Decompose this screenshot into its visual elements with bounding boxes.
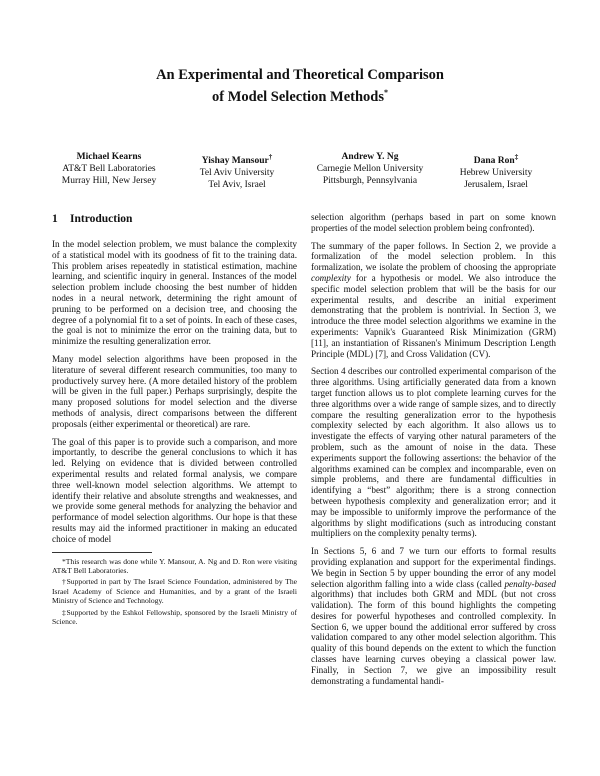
author-name: Dana Ron (473, 156, 515, 167)
author-mansour (172, 151, 302, 191)
author-footnote-mark: ‡ (514, 153, 519, 161)
author-name: Andrew Y. Ng (341, 152, 399, 162)
footnote-2: †Supported in part by The Israel Science Foundation, administered by The Israel Academy of Science and Humanities, and by a grant of the Israeli Ministry of Science and Technology. (52, 577, 297, 606)
section-4-paragraph: Section 4 describes our controlled experimental comparison of the three algorithms. Using artificially generated data from a known target function allows us to plot complete learning curves for the three algorithms over a wide range of sample sizes, and to directly compare the resulting generalization error to the hypothesis complexity selected by each algorithm. It also allows us to investigate the effects of varying other natural parameters of the problem, such as the amount of noise in the data. These experiments support the following assertions: the behavior of the algorithms examined can be complex and incomparable, even on simple problems, and there are fundamental difficulties in identifying a “best” algorithm; there is a strong connection between hypothesis complexity and generalization error; and it may be impossible to uniformly improve the performance of the algorithms by slight modifications (such as introducing constant multipliers on the complexity penalty terms). (311, 366, 556, 539)
author-affiliation: AT&T Bell Laboratories (62, 164, 156, 174)
author-kearns (44, 151, 174, 187)
author-affiliation: Carnegie Mellon University (316, 164, 424, 174)
intro-paragraph-3: The goal of this paper is to provide such a comparison, and more importantly, to describe the general conclusions to which it has led. Relying on evidence that is divided between controlled experimental results and related formal analysis, we compare three well-known model selection algorithms. We attempt to identify their relative and absolute strengths and weaknesses, and we provide some general methods for analyzing the behavior and performance of model selection algorithms. Our hope is that these results may aid the informed practitioner in making an educated choice of model (52, 436, 297, 544)
right-column (311, 212, 556, 693)
title-line-2 (0, 84, 600, 106)
title-footnote-mark: * (383, 88, 388, 97)
title-line-2-text: of Model Selection Methods (212, 88, 384, 105)
intro-paragraph-2: Many model selection algorithms have been proposed in the literature of several different research communities, too many to productively survey here. (A more detailed history of the problem will be given in the full paper.) Perhaps surprisingly, despite the many proposed solutions for model selection and the diverse methods of analysis, direct comparisons between the different proposals (either experimental or theoretical) are rare. (52, 353, 297, 429)
sections-5-7-paragraph (311, 546, 556, 686)
author-location: Pittsburgh, Pennsylvania (322, 176, 418, 186)
author-affiliation: Tel Aviv University (199, 168, 275, 179)
section-title: Introduction (70, 213, 133, 225)
footnote-divider (52, 552, 152, 553)
intro-paragraph-3-continued: selection algorithm (perhaps based in part on some known properties of the model selection problem being confronted). (311, 212, 556, 233)
summary-text-b: for a hypothesis or model. We also introduce the specific model selection problem that will be the basis for our experimental results, and describe an initial experiment demonstrating that the problem is nontrivial. In Section 3, we introduce the three model selection algorithms we examine in the experiments: Vapnik's Guaranteed Risk Minimization (GRM) [11], an instantiation of Rissanen's Minimum Description Length Principle (MDL) [7], and Cross Validation (CV). (311, 272, 556, 359)
section-heading (52, 212, 297, 226)
author-footnote-mark: † (268, 153, 273, 161)
author-location: Murray Hill, New Jersey (61, 176, 157, 186)
summary-text-a: The summary of the paper follows. In Section 2, we provide a formalization of the model selection problem. In this formalization, we isolate the problem of choosing the appropriate (311, 240, 556, 273)
author-block (44, 151, 556, 195)
author-name: Michael Kearns (76, 152, 142, 162)
author-location: Jerusalem, Israel (464, 180, 528, 191)
author-ng (300, 151, 440, 187)
footnote-3: ‡Supported by the Eshkol Fellowship, sponsored by the Israeli Ministry of Science. (52, 607, 297, 626)
summary-emphasis: complexity (311, 272, 351, 283)
paper-title (0, 66, 600, 106)
author-name-line (172, 151, 302, 167)
section-number: 1 (52, 213, 58, 225)
title-line-1: An Experimental and Theoretical Comparison (156, 67, 444, 83)
footnote-1: *This research was done while Y. Mansour, A. Ng and D. Ron were visiting AT&T Bell Laboratories. (52, 556, 297, 575)
sections-text-b: algorithms) that includes both GRM and MDL (but not cross validation). The form of this bound highlights the competing desires for powerful hypotheses and controlled complexity. In Section 6, we upper bound the additional error suffered by cross validation compared to any other model selection algorithm. This quality of this bound depends on the extent to which the function classes have learning curves obeying a classical power law. Finally, in Section 7, we give an impossibility result demonstrating a fundamental handi- (311, 589, 556, 686)
author-name-line (436, 151, 556, 167)
author-affiliation: Hebrew University (459, 168, 533, 179)
summary-paragraph (311, 241, 556, 360)
intro-paragraph-1: In the model selection problem, we must balance the complexity of a statistical model with its goodness of fit to the training data. This problem arises repeatedly in statistical estimation, machine learning, and scientific inquiry in general. Instances of the model selection problem include choosing the best number of hidden nodes in a neural network, determining the right amount of pruning to be performed on a decision tree, and choosing the degree of a polynomial fit to a set of points. In each of these cases, the goal is not to minimize the error on the training data, but to minimize the resulting generalization error. (52, 239, 297, 347)
sections-text-a: In Sections 5, 6 and 7 we turn our efforts to formal results providing explanation and support for the experimental findings. We begin in Section 5 by upper bounding the error of any model selection algorithm falling into a wide class (called (311, 546, 556, 589)
sections-emphasis: penalty-based (504, 578, 556, 589)
left-column (52, 212, 297, 628)
footnotes (52, 557, 297, 627)
author-name: Yishay Mansour (201, 156, 269, 167)
author-ron (436, 151, 556, 191)
author-location: Tel Aviv, Israel (208, 180, 266, 191)
